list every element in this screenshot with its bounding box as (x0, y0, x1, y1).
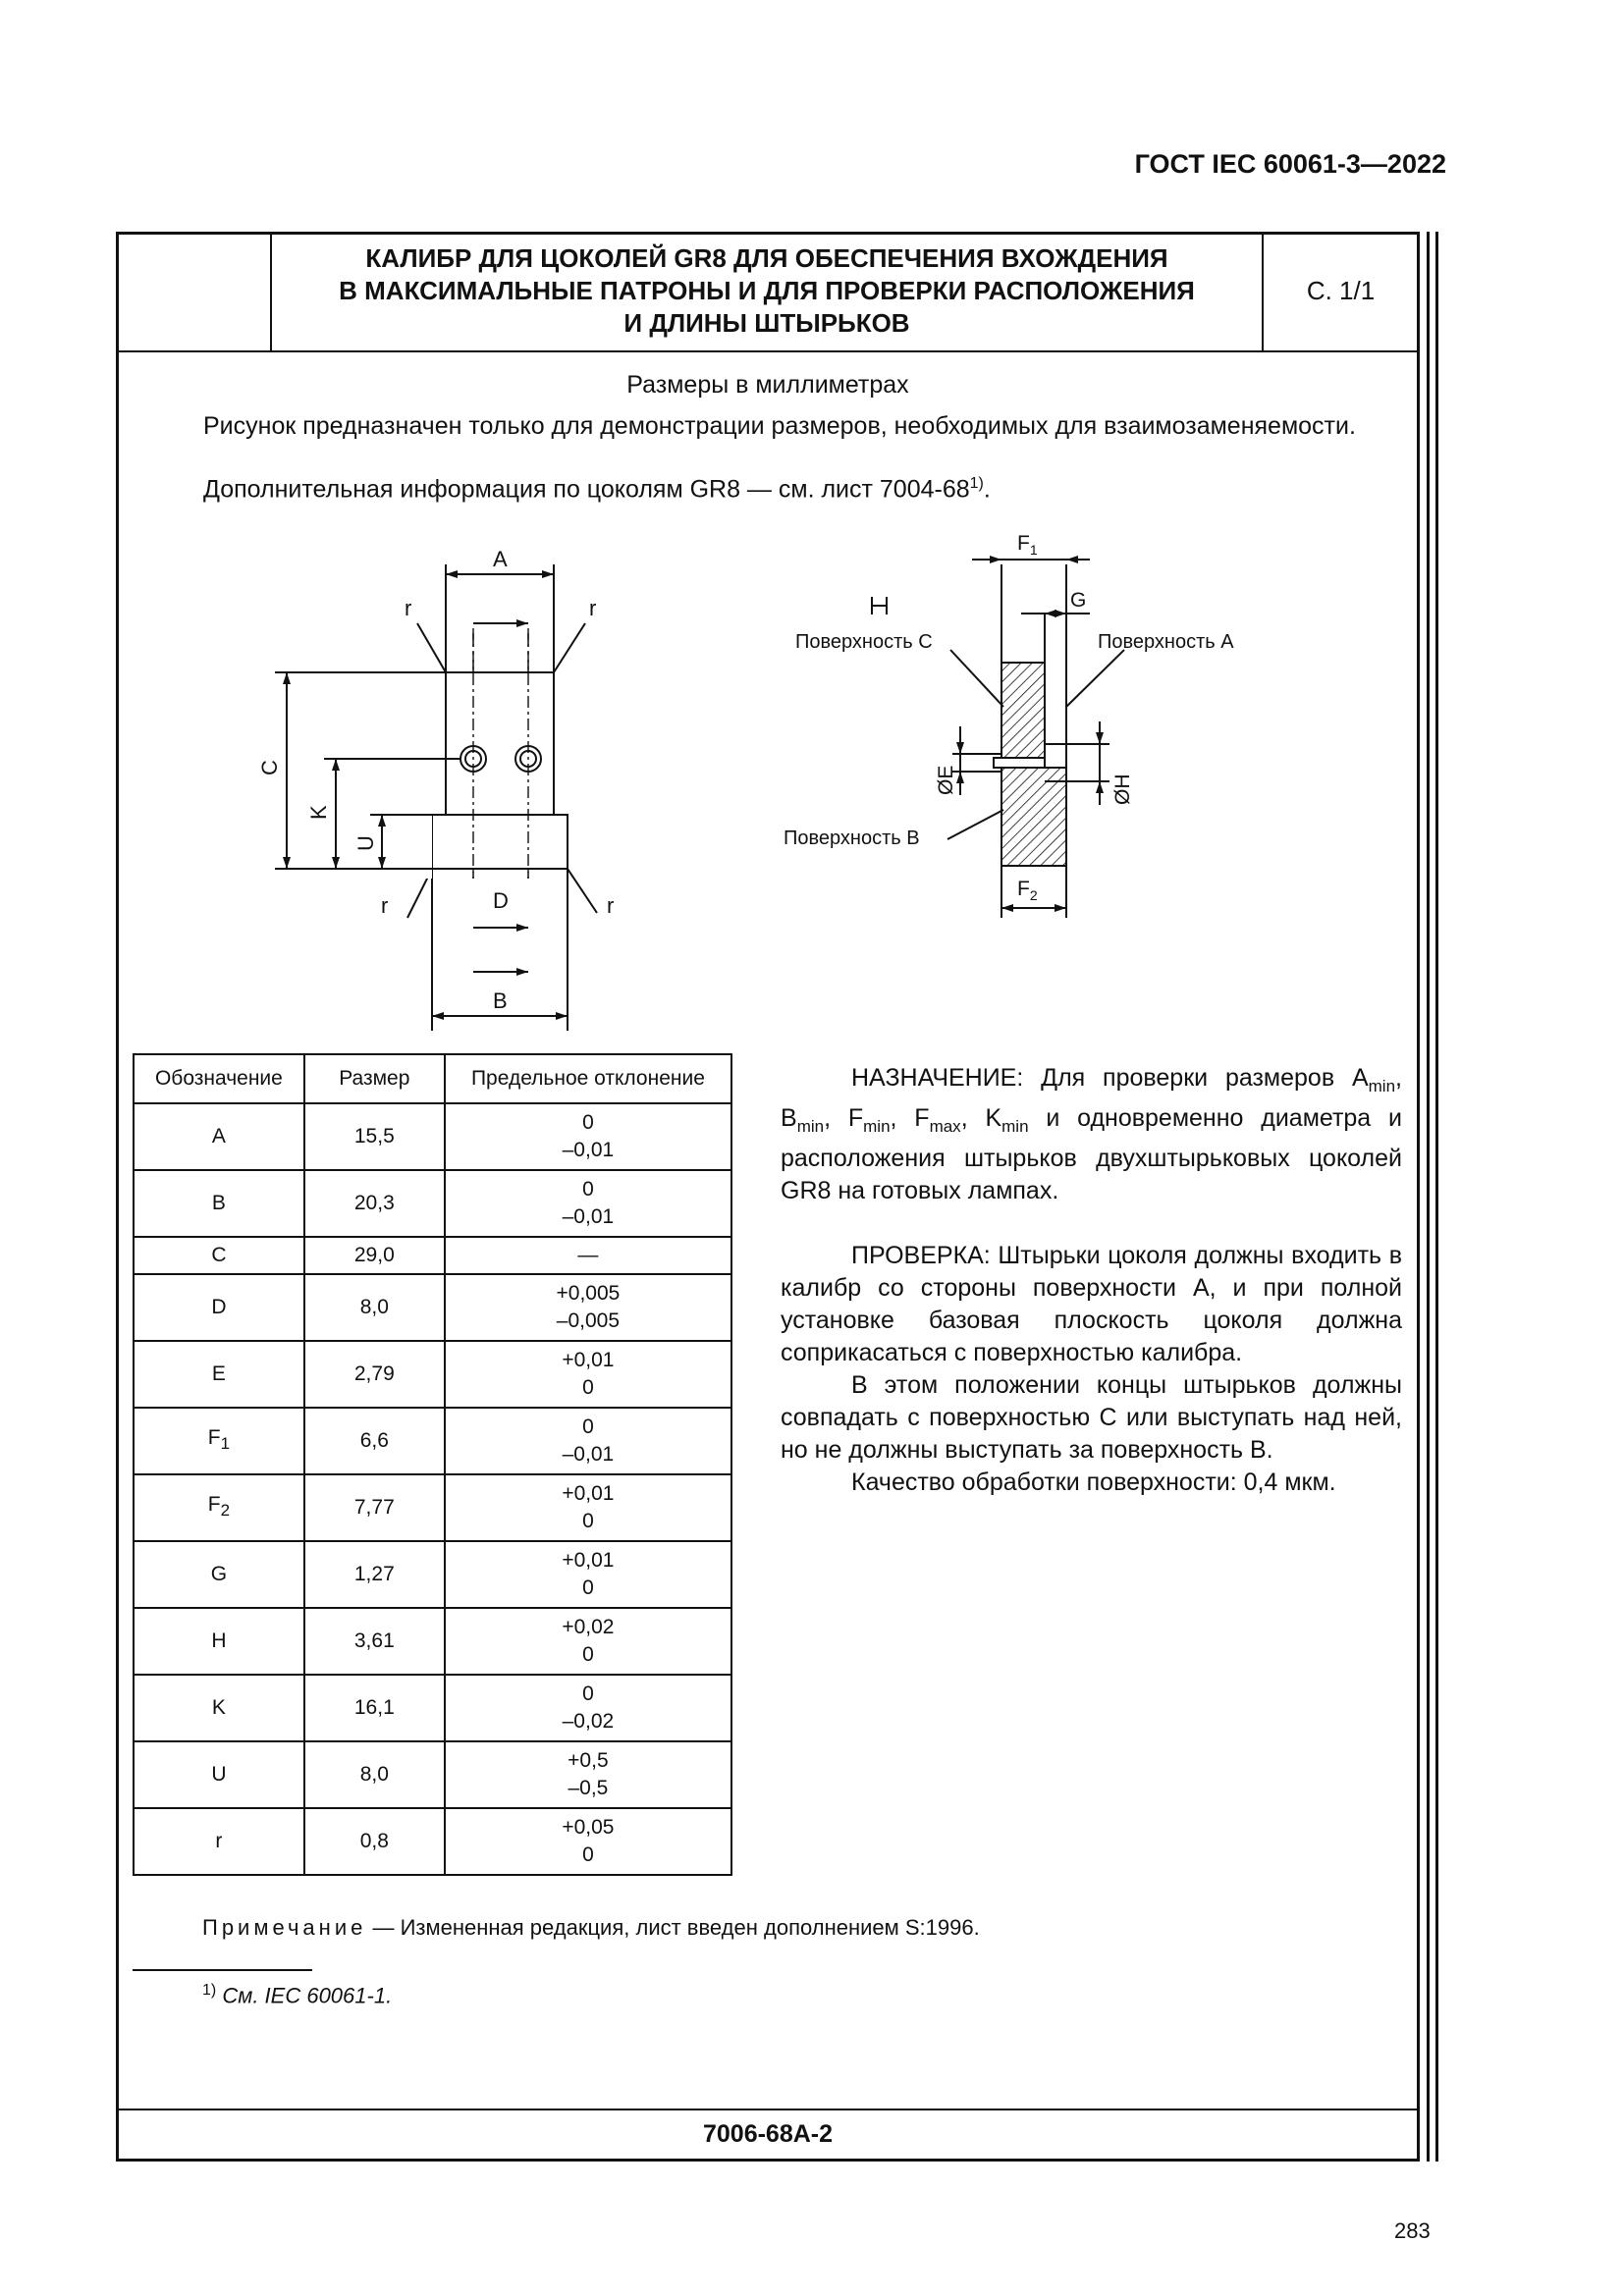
dim-label-r: r (381, 893, 389, 918)
gauge-front-view (167, 535, 658, 1031)
table-row (134, 1741, 731, 1808)
deviation-upper: 0 (582, 1415, 594, 1438)
arrowhead (956, 742, 964, 754)
cell-symbol (134, 1608, 304, 1675)
surface-leader (1066, 650, 1124, 707)
table-row (134, 1170, 731, 1237)
cell-deviation (445, 1608, 731, 1675)
table-row (134, 1474, 731, 1541)
deviation-upper: +0,5 (568, 1749, 609, 1772)
bottom-rule (116, 2109, 1420, 2110)
symbol-text: E (211, 1362, 226, 1385)
cell-symbol (134, 1170, 304, 1237)
deviation-upper: +0,01 (562, 1482, 615, 1505)
table-row (134, 1341, 731, 1408)
cell-deviation (445, 1741, 731, 1808)
deviation-upper: +0,01 (562, 1549, 615, 1572)
title-block (116, 232, 1420, 352)
table-row (134, 1808, 731, 1875)
deviation-upper: 0 (582, 1682, 594, 1705)
arrowhead (556, 1012, 568, 1020)
intro-reference-end: . (983, 475, 991, 504)
dim-label-g: G (1070, 589, 1087, 612)
arrowhead (446, 570, 458, 578)
symbol-subscript: 1 (220, 1434, 231, 1454)
symbol-text: F (207, 1425, 221, 1449)
purpose-sub: min (1368, 1077, 1396, 1095)
footnote (202, 1982, 392, 2008)
note-label: Примечание (202, 1915, 367, 1940)
symbol-text: G (210, 1563, 228, 1585)
table-header-row (134, 1054, 731, 1103)
intro-reference-text: Дополнительная информация по цоколям GR8 — см. лист 7004-68 (203, 475, 970, 504)
cell-size: 8,0 (304, 1274, 445, 1341)
dim-label-d: D (493, 888, 509, 913)
gauge-upper-body (446, 672, 554, 815)
column-header: Обозначение (134, 1054, 304, 1103)
deviation-upper: +0,02 (562, 1616, 615, 1638)
arrowhead (516, 924, 528, 932)
purpose-sym: F (847, 1104, 864, 1132)
cell-symbol (134, 1237, 304, 1274)
symbol-text: D (211, 1296, 227, 1318)
note (202, 1915, 980, 1941)
surface-a-label: Поверхность А (1098, 631, 1234, 653)
frame-right-rule (1427, 232, 1430, 2162)
footnote-divider (133, 1969, 312, 1971)
symbol-text: C (211, 1244, 227, 1266)
radius-leader (417, 623, 446, 672)
title-blank-cell (116, 232, 272, 350)
cell-size: 1,27 (304, 1541, 445, 1608)
dim-label-h: ØH (1111, 774, 1134, 805)
cell-size: 6,6 (304, 1408, 445, 1474)
cell-size: 2,79 (304, 1341, 445, 1408)
dim-label-a: A (493, 547, 508, 571)
purpose-lead: НАЗНАЧЕНИЕ: Для проверки размеров (851, 1064, 1352, 1092)
sheet-number: С. 1/1 (1306, 276, 1376, 305)
column-header: Предельное отклонение (445, 1054, 731, 1103)
dim-label-c: C (257, 760, 282, 775)
deviation-lower: –0,01 (562, 1139, 615, 1161)
deviation-lower: 0 (582, 1376, 594, 1399)
dim-label-e: ØE (935, 765, 957, 795)
arrowhead (1096, 732, 1104, 744)
cell-symbol (134, 1675, 304, 1741)
note-text: — Измененная редакция, лист введен дополнением S:1996. (366, 1915, 980, 1940)
cell-symbol (134, 1741, 304, 1808)
deviation-lower: –0,02 (562, 1710, 615, 1733)
footnote-marker: 1) (202, 1982, 217, 1999)
dim-label-r: r (405, 596, 412, 620)
footnote-text: См. IEC 60061-1. (216, 1983, 393, 2008)
intro-reference (203, 475, 991, 504)
symbol-text: r (215, 1830, 223, 1852)
cell-size: 7,77 (304, 1474, 445, 1541)
description-text (781, 1062, 1402, 1499)
dim-label-k: K (306, 805, 331, 820)
cell-deviation (445, 1808, 731, 1875)
cell-symbol (134, 1541, 304, 1608)
surface-quality: Качество обработки поверхности: 0,4 мкм. (851, 1468, 1336, 1496)
sheet-title (272, 232, 1264, 350)
deviation-upper: +0,005 (556, 1282, 621, 1305)
purpose-sym: K (985, 1104, 1002, 1132)
cell-symbol (134, 1474, 304, 1541)
purpose-sep: , (890, 1104, 915, 1132)
symbol-subscript: 2 (220, 1501, 231, 1521)
purpose-sym: B (781, 1104, 797, 1132)
arrowhead (1096, 781, 1104, 793)
cell-deviation (445, 1103, 731, 1170)
column-header: Размер (304, 1054, 445, 1103)
pin-channel (994, 758, 1045, 768)
deviation-lower: –0,01 (562, 1443, 615, 1466)
purpose-sym: F (914, 1104, 930, 1132)
cell-deviation (445, 1675, 731, 1741)
surface-leader (947, 810, 1003, 839)
deviation-upper: +0,01 (562, 1349, 615, 1371)
purpose-tail: и одновременно диаметра и расположения штырьков двухштырьковых цоколей GR8 на готовых лампах. (781, 1104, 1402, 1204)
cell-deviation (445, 1274, 731, 1341)
table-row (134, 1675, 731, 1741)
cell-symbol (134, 1103, 304, 1170)
title-line: КАЛИБР ДЛЯ ЦОКОЛЕЙ GR8 ДЛЯ ОБЕСПЕЧЕНИЯ ВХОЖДЕНИЯ (365, 243, 1168, 273)
purpose-paragraph (781, 1062, 1402, 1207)
cell-size: 3,61 (304, 1608, 445, 1675)
symbol-text: U (211, 1763, 227, 1786)
dim-label-b: B (493, 988, 508, 1013)
footnote-marker: 1) (969, 475, 984, 492)
table-body (134, 1103, 731, 1875)
deviation-lower: –0,005 (556, 1309, 621, 1332)
arrowhead (956, 772, 964, 783)
deviation-upper: +0,05 (562, 1816, 615, 1839)
purpose-sep: , (824, 1104, 848, 1132)
dim-label-f1: $F_1$ (1017, 532, 1038, 558)
dim-label-r: r (589, 596, 597, 620)
table-row (134, 1103, 731, 1170)
dim-label-u: U (353, 835, 378, 851)
arrowhead (516, 619, 528, 627)
surface-leader (950, 650, 1003, 707)
deviation-lower: 0 (582, 1843, 594, 1866)
units-note: Размеры в миллиметрах (626, 371, 909, 399)
title-line: В МАКСИМАЛЬНЫЕ ПАТРОНЫ И ДЛЯ ПРОВЕРКИ РАСПОЛОЖЕНИЯ (339, 276, 1195, 305)
table-row (134, 1274, 731, 1341)
check-paragraph: В этом положении концы штырьков должны совпадать с поверхностью С или выступать над ней, но не должны выступать за поверхность В. (781, 1371, 1402, 1464)
gauge-section-view (776, 530, 1306, 923)
sheet-code: 7006-68A-2 (702, 2120, 834, 2148)
deviation-upper: 0 (582, 1111, 594, 1134)
check-paragraph: ПРОВЕРКА: Штырьки цоколя должны входить в калибр со стороны поверхности А, и при полной установке базовая плоскость цоколя должна соприкасаться с поверхностью калибра. (781, 1242, 1402, 1366)
purpose-sep: , (1395, 1064, 1402, 1092)
purpose-sub: min (863, 1117, 891, 1136)
table-row (134, 1608, 731, 1675)
cell-size: 8,0 (304, 1741, 445, 1808)
cell-deviation (445, 1170, 731, 1237)
deviation-lower: 0 (582, 1576, 594, 1599)
deviation-upper: — (577, 1244, 599, 1266)
arrowhead (1055, 610, 1066, 617)
arrowhead (990, 556, 1001, 563)
arrowhead (542, 570, 554, 578)
purpose-sub: min (1001, 1117, 1029, 1136)
arrowhead (1055, 904, 1066, 912)
cell-deviation (445, 1541, 731, 1608)
dim-label-f2: $F_2$ (1017, 878, 1038, 903)
table-row (134, 1237, 731, 1274)
dimensions-table (133, 1053, 732, 1876)
surface-c-label: Поверхность С (795, 631, 933, 653)
cell-size: 16,1 (304, 1675, 445, 1741)
deviation-lower: 0 (582, 1510, 594, 1532)
deviation-lower: –0,01 (562, 1205, 615, 1228)
arrowhead (516, 968, 528, 976)
deviation-upper: 0 (582, 1178, 594, 1201)
purpose-sym: A (1351, 1064, 1369, 1092)
deviation-lower: 0 (582, 1643, 594, 1666)
table-row (134, 1541, 731, 1608)
radius-leader (554, 623, 585, 672)
symbol-text: K (211, 1696, 226, 1719)
frame-right-rule (1435, 232, 1438, 2162)
purpose-sep: , (960, 1104, 986, 1132)
cell-size: 20,3 (304, 1170, 445, 1237)
cell-deviation (445, 1408, 731, 1474)
symbol-text: B (211, 1192, 226, 1214)
cell-symbol (134, 1274, 304, 1341)
cell-deviation (445, 1341, 731, 1408)
cell-size: 15,5 (304, 1103, 445, 1170)
symbol-text: H (211, 1629, 227, 1652)
purpose-sub: max (929, 1117, 961, 1136)
deviation-lower: –0,5 (568, 1777, 609, 1799)
table-row (134, 1408, 731, 1474)
section-upper-hatch (1001, 663, 1045, 761)
arrowhead (1066, 556, 1078, 563)
purpose-sub: min (796, 1117, 825, 1136)
standard-header: ГОСТ IEC 60061-3—2022 (1134, 149, 1446, 179)
title-line: И ДЛИНЫ ШТЫРЬКОВ (623, 308, 910, 338)
cell-deviation (445, 1237, 731, 1274)
cell-symbol (134, 1808, 304, 1875)
page-number: 283 (1394, 2218, 1431, 2243)
gauge-lower-body (432, 815, 568, 869)
symbol-text: A (211, 1125, 226, 1148)
radius-leader (568, 869, 597, 913)
symbol-text: F (207, 1492, 221, 1516)
dim-label-r: r (607, 893, 615, 918)
intro-paragraph: Рисунок предназначен только для демонстрации размеров, необходимых для взаимозаменяемости. (203, 412, 1356, 440)
cell-size: 0,8 (304, 1808, 445, 1875)
cell-size: 29,0 (304, 1237, 445, 1274)
cell-deviation (445, 1474, 731, 1541)
arrowhead (432, 1012, 444, 1020)
arrowhead (1001, 904, 1013, 912)
surface-b-label: Поверхность В (784, 828, 920, 849)
cell-symbol (134, 1408, 304, 1474)
cell-symbol (134, 1341, 304, 1408)
